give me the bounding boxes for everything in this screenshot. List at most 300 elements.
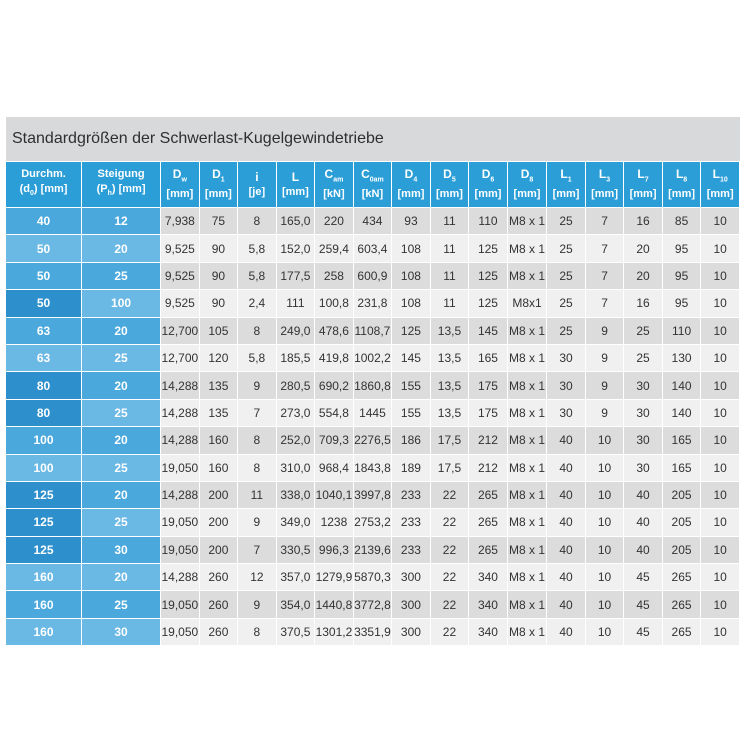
value-cell: 265 (469, 481, 508, 508)
header-unit: [kN] (361, 188, 384, 201)
value-cell: 349,0 (277, 508, 316, 535)
value-cell: 252,0 (277, 426, 316, 453)
value-cell: 40 (547, 618, 586, 645)
pitch-cell: 25 (82, 508, 161, 535)
value-cell: 8 (238, 454, 277, 481)
diameter-cell: 160 (6, 563, 82, 590)
value-cell: 10 (701, 207, 740, 234)
value-cell: 10 (701, 289, 740, 316)
pitch-cell: 30 (82, 618, 161, 645)
value-cell: 10 (586, 536, 625, 563)
column-header (315, 161, 354, 207)
column-header (431, 161, 470, 207)
header-unit: $(P_h)$ [mm] (96, 183, 146, 198)
specifications-table (6, 161, 740, 645)
value-cell: M8x1 (508, 289, 548, 316)
header-symbol: i (255, 169, 259, 184)
value-cell: 996,3 (315, 536, 354, 563)
value-cell: 19,050 (161, 454, 200, 481)
value-cell: 7 (238, 399, 277, 426)
value-cell: 165 (663, 454, 702, 481)
diameter-cell: 80 (6, 399, 82, 426)
value-cell: 265 (469, 536, 508, 563)
value-cell: 135 (200, 399, 239, 426)
value-cell: 260 (200, 618, 239, 645)
value-cell: M8 x 1 (508, 508, 548, 535)
header-label: Durchm. (21, 168, 66, 181)
value-cell: 30 (624, 426, 663, 453)
value-cell: 93 (392, 207, 431, 234)
value-cell: 165 (469, 344, 508, 371)
value-cell: 5870,3 (354, 563, 393, 590)
value-cell: 340 (469, 618, 508, 645)
value-cell: 14,288 (161, 481, 200, 508)
value-cell: 175 (469, 399, 508, 426)
pitch-cell: 25 (82, 590, 161, 617)
column-header (392, 161, 431, 207)
value-cell: M8 x 1 (508, 262, 548, 289)
value-cell: 40 (624, 481, 663, 508)
table-title: Standardgrößen der Schwerlast-Kugelgewindetriebe (6, 117, 740, 161)
value-cell: 90 (200, 234, 239, 261)
column-header (82, 161, 161, 207)
value-cell: 3772,8 (354, 590, 393, 617)
header-symbol: L (291, 169, 300, 184)
value-cell: 5,8 (238, 234, 277, 261)
value-cell: 690,2 (315, 371, 354, 398)
value-cell: M8 x 1 (508, 344, 548, 371)
value-cell: 19,050 (161, 536, 200, 563)
value-cell: 25 (624, 344, 663, 371)
value-cell: 14,288 (161, 371, 200, 398)
value-cell: 1238 (315, 508, 354, 535)
diameter-cell: 125 (6, 481, 82, 508)
column-header (624, 161, 663, 207)
value-cell: 110 (663, 317, 702, 344)
diameter-cell: 100 (6, 454, 82, 481)
value-cell: 30 (547, 371, 586, 398)
value-cell: 13,5 (431, 344, 470, 371)
column-header (508, 161, 548, 207)
value-cell: 152,0 (277, 234, 316, 261)
value-cell: 110 (469, 207, 508, 234)
value-cell: 200 (200, 536, 239, 563)
value-cell: M8 x 1 (508, 426, 548, 453)
value-cell: 25 (547, 262, 586, 289)
value-cell: 357,0 (277, 563, 316, 590)
table-row (6, 536, 740, 563)
value-cell: M8 x 1 (508, 371, 548, 398)
value-cell: 19,050 (161, 508, 200, 535)
value-cell: 1108,7 (354, 317, 393, 344)
value-cell: 40 (547, 536, 586, 563)
value-cell: 1843,8 (354, 454, 393, 481)
value-cell: 125 (469, 234, 508, 261)
value-cell: 265 (663, 563, 702, 590)
value-cell: 10 (701, 536, 740, 563)
value-cell: 125 (392, 317, 431, 344)
value-cell: 135 (200, 371, 239, 398)
value-cell: 300 (392, 590, 431, 617)
value-cell: 258 (315, 262, 354, 289)
value-cell: 20 (624, 234, 663, 261)
value-cell: 1279,9 (315, 563, 354, 590)
value-cell: 10 (701, 454, 740, 481)
value-cell: 19,050 (161, 618, 200, 645)
value-cell: 22 (431, 563, 470, 590)
value-cell: 220 (315, 207, 354, 234)
value-cell: 13,5 (431, 317, 470, 344)
value-cell: 13,5 (431, 371, 470, 398)
pitch-cell: 25 (82, 454, 161, 481)
header-symbol: $L_8$ (675, 166, 688, 184)
value-cell: 22 (431, 618, 470, 645)
column-header (6, 161, 82, 207)
table-row (6, 481, 740, 508)
value-cell: M8 x 1 (508, 454, 548, 481)
value-cell: 140 (663, 399, 702, 426)
diameter-cell: 125 (6, 508, 82, 535)
column-header (200, 161, 239, 207)
value-cell: 260 (200, 590, 239, 617)
value-cell: 177,5 (277, 262, 316, 289)
value-cell: 280,5 (277, 371, 316, 398)
value-cell: 9 (238, 508, 277, 535)
diameter-cell: 50 (6, 289, 82, 316)
value-cell: 370,5 (277, 618, 316, 645)
value-cell: 231,8 (354, 289, 393, 316)
value-cell: 45 (624, 590, 663, 617)
value-cell: 22 (431, 590, 470, 617)
value-cell: 30 (624, 454, 663, 481)
value-cell: 10 (586, 618, 625, 645)
value-cell: 108 (392, 289, 431, 316)
value-cell: 108 (392, 262, 431, 289)
header-label: Steigung (97, 168, 145, 181)
header-unit: [kN] (323, 188, 345, 201)
value-cell: 25 (547, 289, 586, 316)
value-cell: 338,0 (277, 481, 316, 508)
value-cell: 20 (624, 262, 663, 289)
value-cell: 9 (586, 399, 625, 426)
header-symbol: $D_5$ (443, 166, 456, 184)
value-cell: 340 (469, 563, 508, 590)
value-cell: 10 (701, 481, 740, 508)
value-cell: 14,288 (161, 563, 200, 590)
value-cell: 22 (431, 481, 470, 508)
value-cell: 16 (624, 289, 663, 316)
value-cell: 145 (469, 317, 508, 344)
value-cell: 145 (392, 344, 431, 371)
header-unit: [mm] (281, 185, 309, 198)
value-cell: 22 (431, 508, 470, 535)
header-unit: [mm] (166, 188, 194, 201)
value-cell: 354,0 (277, 590, 316, 617)
value-cell: M8 x 1 (508, 618, 548, 645)
table-row (6, 344, 740, 371)
value-cell: 1040,1 (315, 481, 354, 508)
value-cell: 9 (238, 371, 277, 398)
value-cell: 189 (392, 454, 431, 481)
value-cell: 5,8 (238, 344, 277, 371)
value-cell: 419,8 (315, 344, 354, 371)
value-cell: 273,0 (277, 399, 316, 426)
header-symbol: $D_w$ (172, 166, 187, 184)
value-cell: 125 (469, 289, 508, 316)
table-row (6, 399, 740, 426)
value-cell: 130 (663, 344, 702, 371)
value-cell: 140 (663, 371, 702, 398)
value-cell: 11 (431, 207, 470, 234)
value-cell: 12,700 (161, 344, 200, 371)
table-row (6, 454, 740, 481)
value-cell: 25 (547, 234, 586, 261)
value-cell: 330,5 (277, 536, 316, 563)
pitch-cell: 12 (82, 207, 161, 234)
value-cell: 10 (701, 508, 740, 535)
value-cell: 85 (663, 207, 702, 234)
value-cell: 25 (624, 317, 663, 344)
header-unit: [mm] (591, 188, 618, 201)
value-cell: 200 (200, 508, 239, 535)
value-cell: 22 (431, 536, 470, 563)
value-cell: 205 (663, 536, 702, 563)
value-cell: 265 (663, 590, 702, 617)
value-cell: 709,3 (315, 426, 354, 453)
value-cell: 40 (547, 508, 586, 535)
value-cell: 310,0 (277, 454, 316, 481)
value-cell: 14,288 (161, 399, 200, 426)
column-header (354, 161, 393, 207)
value-cell: 17,5 (431, 426, 470, 453)
value-cell: 10 (701, 234, 740, 261)
value-cell: 265 (663, 618, 702, 645)
value-cell: 10 (586, 481, 625, 508)
column-header (663, 161, 702, 207)
value-cell: 434 (354, 207, 393, 234)
value-cell: 1860,8 (354, 371, 393, 398)
value-cell: 186 (392, 426, 431, 453)
header-symbol: $C_{am}$ (324, 166, 344, 184)
header-unit: [mm] (706, 188, 734, 201)
value-cell: 7 (586, 207, 625, 234)
value-cell: 10 (701, 563, 740, 590)
pitch-cell: 25 (82, 399, 161, 426)
header-unit: [mm] (204, 188, 232, 201)
value-cell: 40 (547, 481, 586, 508)
value-cell: 1445 (354, 399, 393, 426)
value-cell: M8 x 1 (508, 317, 548, 344)
value-cell: 340 (469, 590, 508, 617)
value-cell: 9,525 (161, 289, 200, 316)
header-unit: [mm] (513, 188, 541, 201)
value-cell: 12 (238, 563, 277, 590)
table-row (6, 618, 740, 645)
value-cell: 16 (624, 207, 663, 234)
header-unit: [mm] (629, 188, 657, 201)
value-cell: 185,5 (277, 344, 316, 371)
value-cell: 10 (701, 371, 740, 398)
value-cell: 40 (624, 508, 663, 535)
value-cell: 7 (586, 262, 625, 289)
pitch-cell: 20 (82, 563, 161, 590)
value-cell: 40 (547, 590, 586, 617)
value-cell: 233 (392, 536, 431, 563)
value-cell: 554,8 (315, 399, 354, 426)
table-row (6, 590, 740, 617)
column-header (547, 161, 586, 207)
table-body (6, 207, 740, 645)
value-cell: 11 (431, 262, 470, 289)
header-unit: [mm] (397, 188, 425, 201)
diameter-cell: 50 (6, 234, 82, 261)
value-cell: 9,525 (161, 262, 200, 289)
value-cell: 1440,8 (315, 590, 354, 617)
header-symbol: $L_{10}$ (712, 166, 728, 184)
header-symbol: $L_3$ (598, 166, 611, 184)
value-cell: 5,8 (238, 262, 277, 289)
value-cell: 30 (547, 344, 586, 371)
value-cell: 17,5 (431, 454, 470, 481)
value-cell: 105 (200, 317, 239, 344)
pitch-cell: 25 (82, 344, 161, 371)
value-cell: 111 (277, 289, 316, 316)
value-cell: 603,4 (354, 234, 393, 261)
table-row (6, 317, 740, 344)
value-cell: 155 (392, 399, 431, 426)
value-cell: 165 (663, 426, 702, 453)
pitch-cell: 30 (82, 536, 161, 563)
pitch-cell: 20 (82, 481, 161, 508)
value-cell: 40 (624, 536, 663, 563)
value-cell: 40 (547, 454, 586, 481)
header-unit: [mm] (474, 188, 502, 201)
header-symbol: $L_1$ (560, 166, 572, 184)
table-panel (6, 117, 740, 645)
diameter-cell: 80 (6, 371, 82, 398)
value-cell: 25 (547, 207, 586, 234)
value-cell: 212 (469, 426, 508, 453)
value-cell: 95 (663, 234, 702, 261)
table-row (6, 234, 740, 261)
value-cell: 160 (200, 454, 239, 481)
value-cell: 8 (238, 207, 277, 234)
table-row (6, 207, 740, 234)
value-cell: 11 (431, 234, 470, 261)
value-cell: 3997,8 (354, 481, 393, 508)
value-cell: 10 (586, 590, 625, 617)
value-cell: 25 (547, 317, 586, 344)
value-cell: 9 (586, 344, 625, 371)
value-cell: 9 (238, 590, 277, 617)
pitch-cell: 20 (82, 234, 161, 261)
diameter-cell: 40 (6, 207, 82, 234)
value-cell: 233 (392, 481, 431, 508)
pitch-cell: 100 (82, 289, 161, 316)
value-cell: 7,938 (161, 207, 200, 234)
value-cell: 300 (392, 618, 431, 645)
value-cell: 10 (701, 317, 740, 344)
value-cell: 45 (624, 618, 663, 645)
value-cell: 165,0 (277, 207, 316, 234)
table-row (6, 563, 740, 590)
value-cell: 7 (586, 234, 625, 261)
value-cell: 13,5 (431, 399, 470, 426)
header-symbol: $D_6$ (481, 166, 495, 184)
header-unit: [mm] (436, 188, 463, 201)
value-cell: M8 x 1 (508, 481, 548, 508)
value-cell: 233 (392, 508, 431, 535)
value-cell: 205 (663, 481, 702, 508)
header-symbol: $D_4$ (404, 166, 418, 184)
value-cell: 12,700 (161, 317, 200, 344)
diameter-cell: 160 (6, 618, 82, 645)
value-cell: 120 (200, 344, 239, 371)
value-cell: 212 (469, 454, 508, 481)
header-symbol: $C_{0am}$ (361, 166, 384, 184)
value-cell: 10 (701, 399, 740, 426)
value-cell: 90 (200, 289, 239, 316)
value-cell: 160 (200, 426, 239, 453)
value-cell: 478,6 (315, 317, 354, 344)
table-row (6, 371, 740, 398)
pitch-cell: 25 (82, 262, 161, 289)
value-cell: 259,4 (315, 234, 354, 261)
header-row (6, 161, 740, 207)
diameter-cell: 50 (6, 262, 82, 289)
pitch-cell: 20 (82, 317, 161, 344)
value-cell: M8 x 1 (508, 563, 548, 590)
value-cell: 10 (701, 426, 740, 453)
value-cell: 968,4 (315, 454, 354, 481)
header-unit: [mm] (552, 188, 580, 201)
column-header (586, 161, 625, 207)
diameter-cell: 160 (6, 590, 82, 617)
column-header (277, 161, 316, 207)
value-cell: 10 (701, 618, 740, 645)
value-cell: 7 (586, 289, 625, 316)
value-cell: 40 (547, 563, 586, 590)
value-cell: 100,8 (315, 289, 354, 316)
value-cell: 10 (586, 508, 625, 535)
value-cell: 2753,2 (354, 508, 393, 535)
value-cell: M8 x 1 (508, 590, 548, 617)
value-cell: M8 x 1 (508, 399, 548, 426)
column-header (161, 161, 200, 207)
value-cell: 90 (200, 262, 239, 289)
header-unit: [mm] (668, 188, 696, 201)
value-cell: 8 (238, 317, 277, 344)
column-header (469, 161, 508, 207)
value-cell: 200 (200, 481, 239, 508)
value-cell: 1002,2 (354, 344, 393, 371)
value-cell: 75 (200, 207, 239, 234)
table-row (6, 508, 740, 535)
header-unit: [je] (248, 185, 266, 198)
table-row (6, 426, 740, 453)
value-cell: 1301,2 (315, 618, 354, 645)
value-cell: 300 (392, 563, 431, 590)
header-unit: $(d_0)$ [mm] (19, 183, 68, 198)
value-cell: 155 (392, 371, 431, 398)
value-cell: 2,4 (238, 289, 277, 316)
diameter-cell: 125 (6, 536, 82, 563)
value-cell: 10 (701, 262, 740, 289)
value-cell: 30 (624, 399, 663, 426)
value-cell: 10 (701, 344, 740, 371)
value-cell: M8 x 1 (508, 234, 548, 261)
value-cell: 3351,9 (354, 618, 393, 645)
